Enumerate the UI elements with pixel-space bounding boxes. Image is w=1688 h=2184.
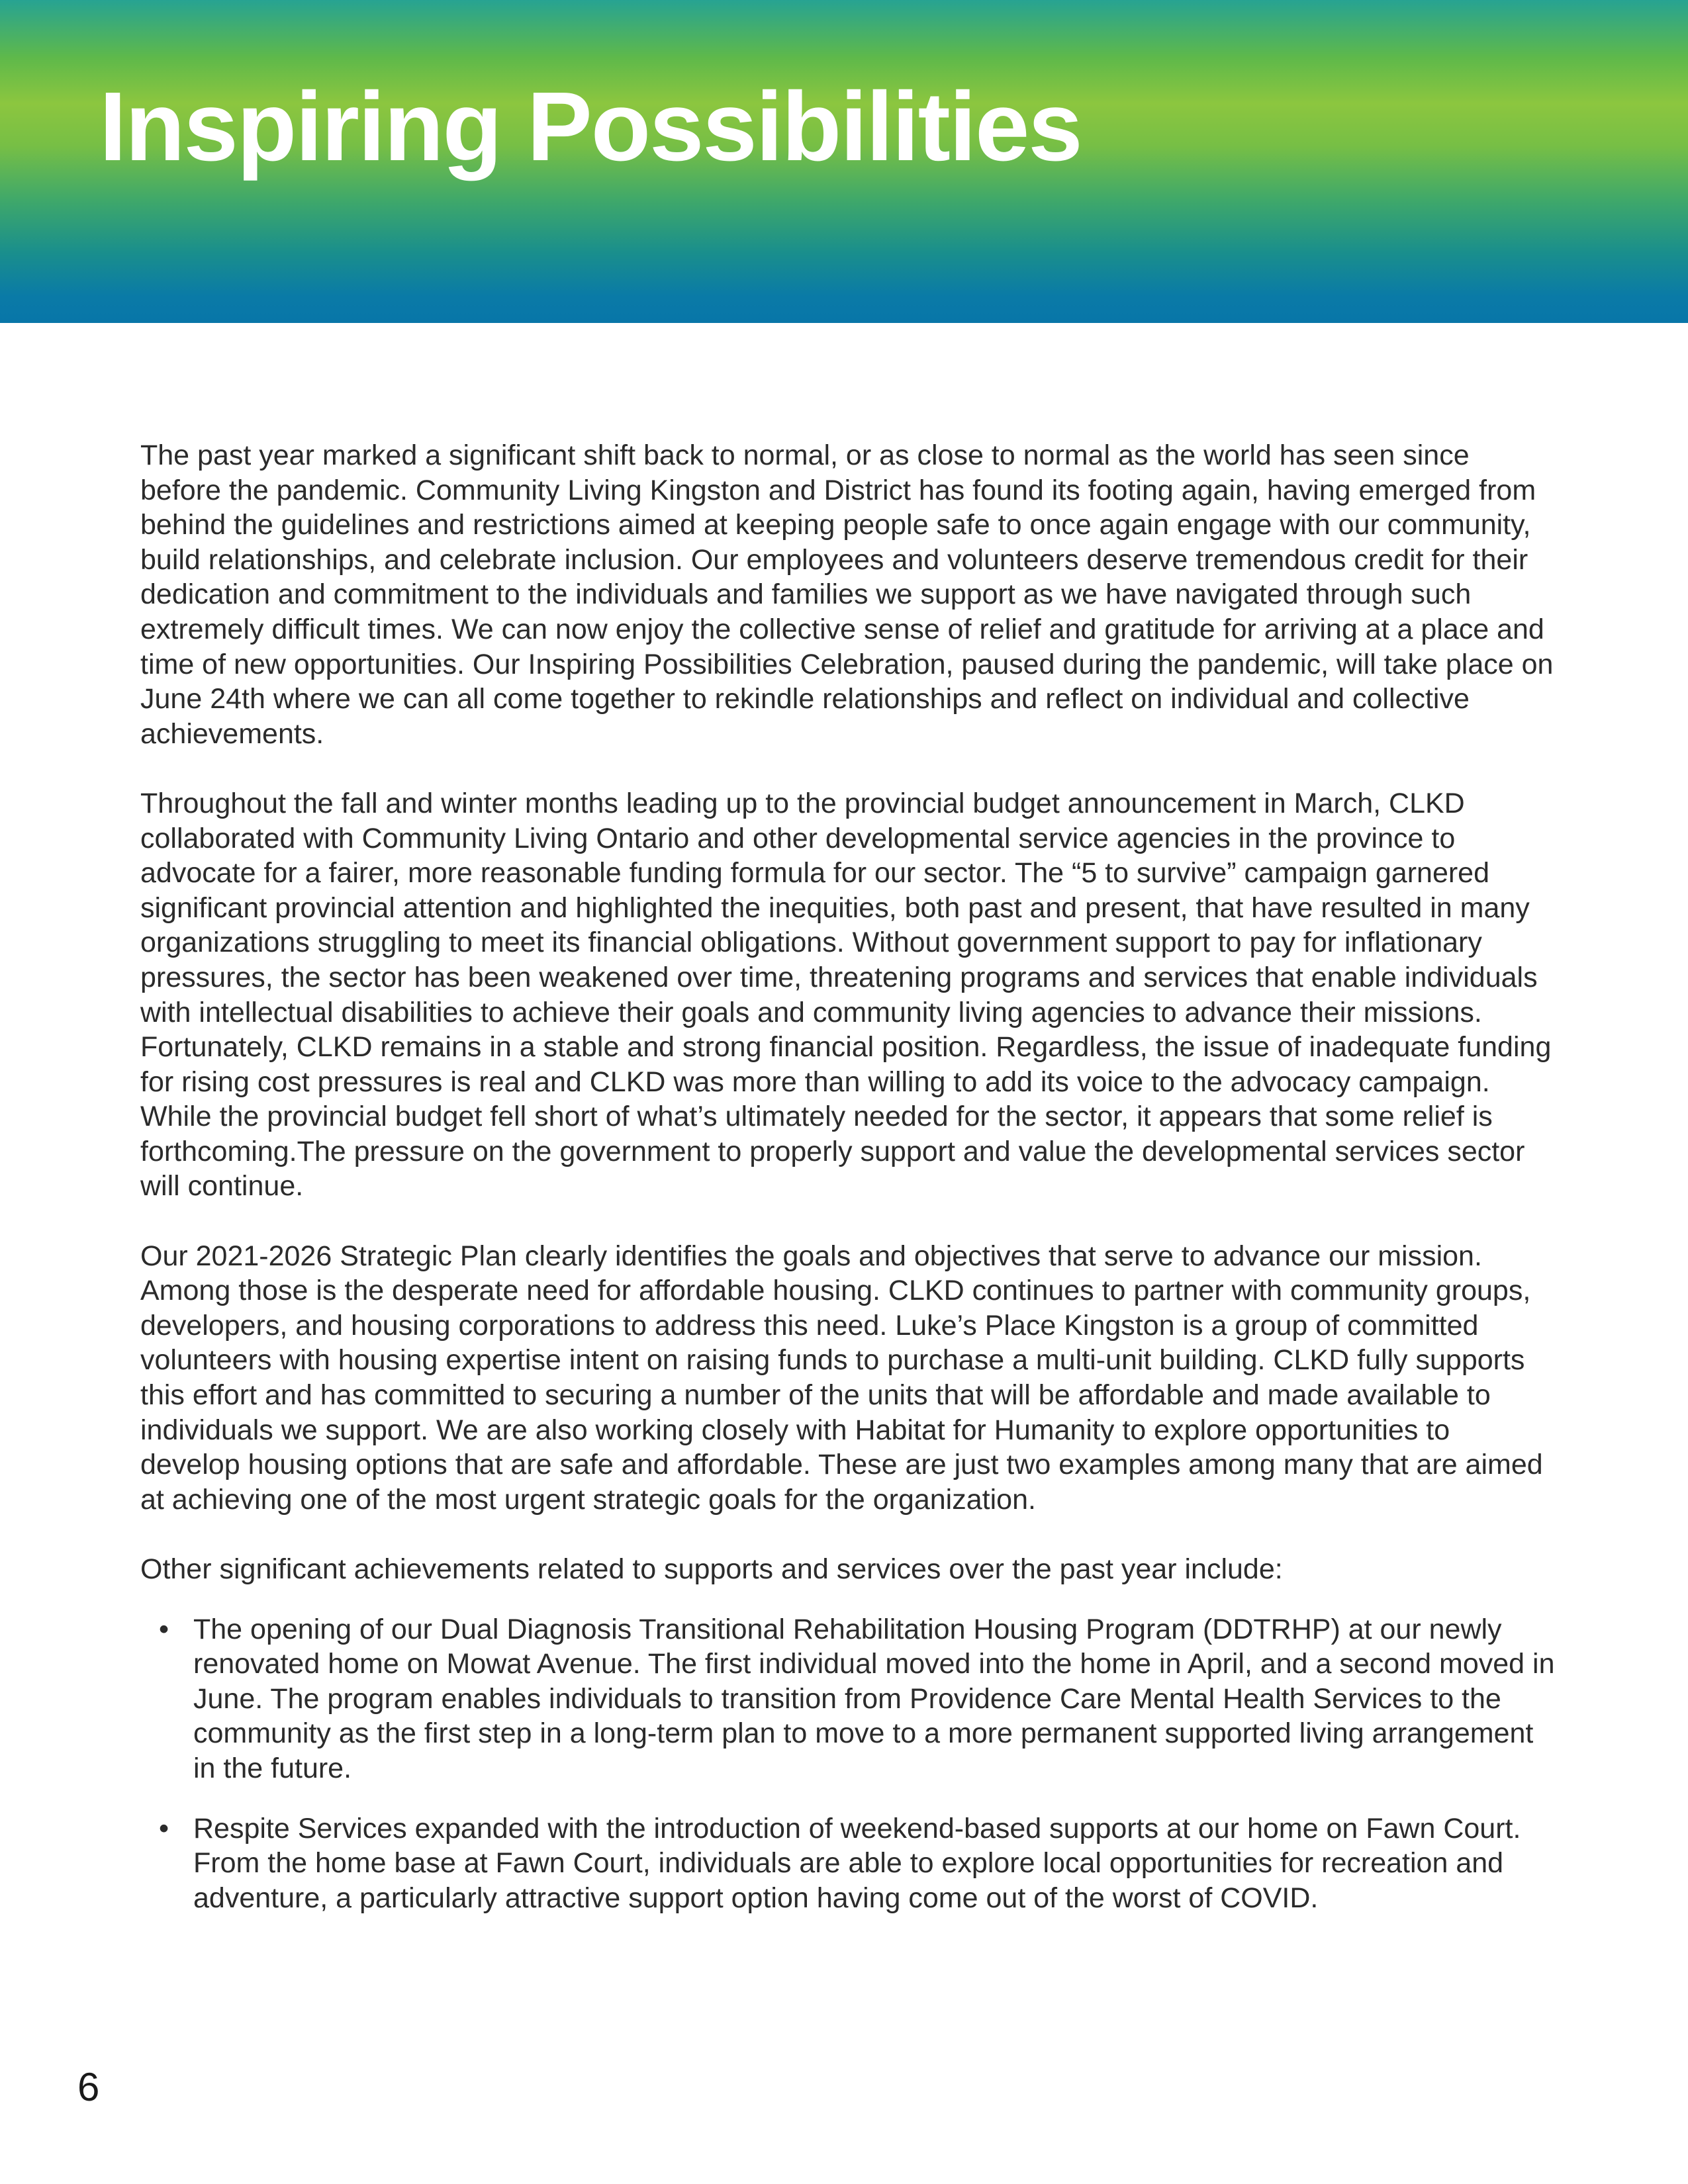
paragraph-achievements-intro: Other significant achievements related to supports and services over the past year include: — [140, 1553, 1283, 1585]
list-item — [140, 1612, 1557, 1786]
achievements-list — [140, 1612, 1557, 1916]
article-body — [140, 438, 1557, 1940]
page-title: Inspiring Possibilities — [99, 72, 1082, 181]
list-item-text: Respite Services expanded with the introduction of weekend-based supports at our home on Fawn Court. From the home base at Fawn Court, individuals are able to explore local opportunities for recreation and adventure, a particularly attractive support option having come out of the worst of COVID. — [193, 1812, 1521, 1914]
paragraph-advocacy: Throughout the fall and winter months leading up to the provincial budget announcement in March, CLKD collaborated with Community Living Ontario and other developmental service agencies in the province to advocate for a fairer, more reasonable funding formula for our sector. The “5 to survive” campaign garnered significant provincial attention and highlighted the inequities, both past and present, that have resulted in many organizations struggling to meet its financial obligations. Without government support to pay for inflationary pressures, the sector has been weakened over time, threatening programs and services that enable individuals with intellectual disabilities to achieve their goals and community living agencies to advance their missions. Fortunately, CLKD remains in a stable and strong financial position. Regardless, the issue of inadequate funding for rising cost pressures is real and CLKD was more than willing to add its voice to the advocacy campaign. While the provincial budget fell short of what’s ultimately needed for the sector, it appears that some relief is forthcoming.The pressure on the government to properly support and value the developmental services sector will continue. — [140, 787, 1552, 1203]
paragraph-strategic-plan: Our 2021-2026 Strategic Plan clearly identifies the goals and objectives that serve to advance our mission. Among those is the desperate need for affordable housing. CLKD continues to partner with community groups, developers, and housing corporations to address this need. Luke’s Place Kingston is a group of committed volunteers with housing expertise intent on raising funds to purchase a multi-unit building. CLKD fully supports this effort and has committed to securing a number of the units that will be affordable and made available to individuals we support. We are also working closely with Habitat for Humanity to explore opportunities to develop housing options that are safe and affordable. These are just two examples among many that are aimed at achieving one of the most urgent strategic goals for the organization. — [140, 1240, 1543, 1516]
paragraph-intro: The past year marked a significant shift back to normal, or as close to normal as the world has seen since before the pandemic. Community Living Kingston and District has found its footing again, having emerged from behind the guidelines and restrictions aimed at keeping people safe to once again engage with our community, build relationships, and celebrate inclusion. Our employees and volunteers deserve tremendous credit for their dedication and commitment to the individuals and families we support as we have navigated through such extremely difficult times. We can now enjoy the collective sense of relief and gratitude for arriving at a place and time of new opportunities. Our Inspiring Possibilities Celebration, paused during the pandemic, will take place on June 24th where we can all come together to rekindle relationships and reflect on individual and collective achievements. — [140, 439, 1554, 750]
bullet-icon: • — [159, 1812, 169, 1844]
header-banner — [0, 0, 1688, 323]
bullet-icon: • — [159, 1613, 169, 1645]
list-item-text: The opening of our Dual Diagnosis Transitional Rehabilitation Housing Program (DDTRHP) at our newly renovated home on Mowat Avenue. The first individual moved into the home in April, and a second moved in June. The program enables individuals to transition from Providence Care Mental Health Services to the community as the first step in a long-term plan to move to a more permanent supported living arrangement in the future. — [193, 1613, 1555, 1784]
page-number: 6 — [77, 2065, 100, 2109]
list-item — [140, 1811, 1557, 1916]
